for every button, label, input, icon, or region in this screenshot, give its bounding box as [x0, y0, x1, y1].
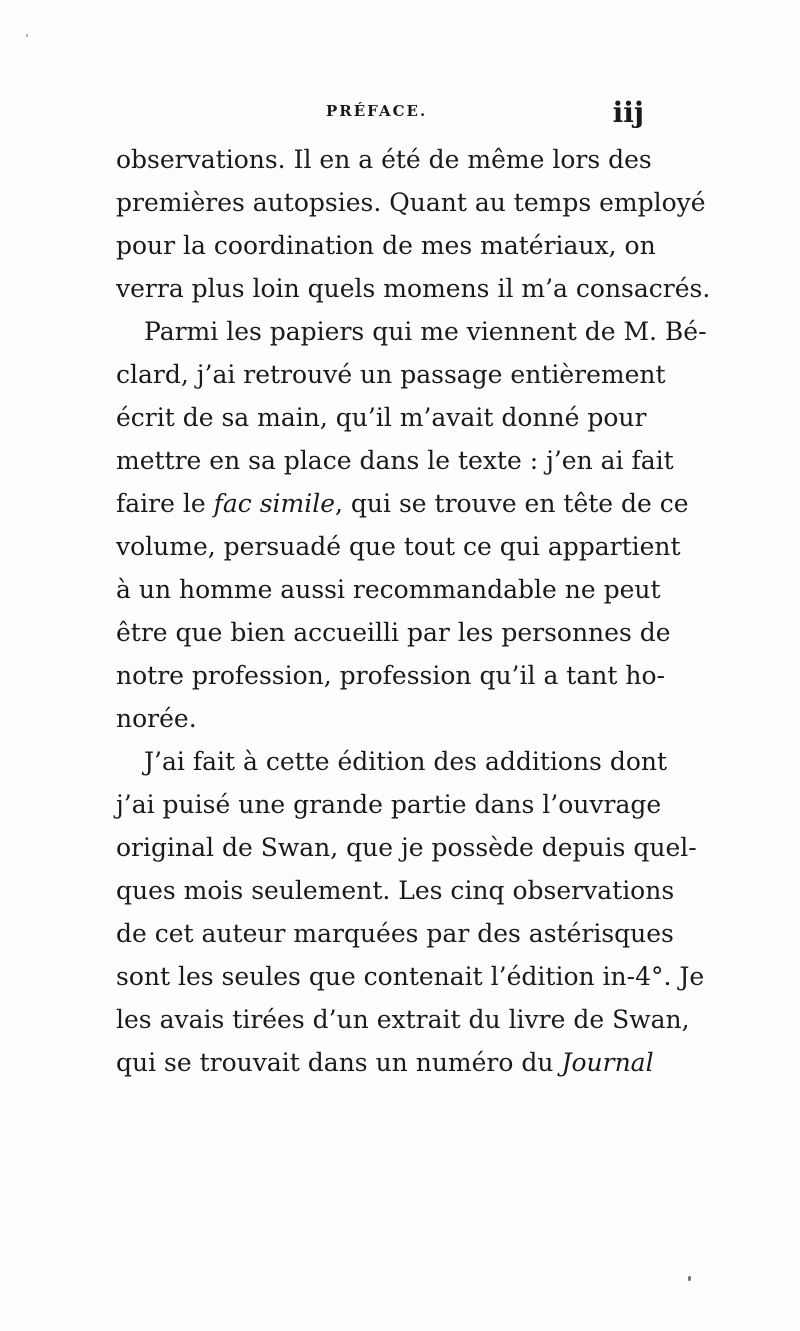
- text-line: J’ai fait à cette édition des additions dont: [144, 747, 668, 776]
- text-line-with-italic: [116, 1041, 654, 1084]
- body-text: [116, 138, 711, 1084]
- text-line: les avais tirées d’un extrait du livre de Swan,: [116, 1005, 690, 1034]
- text-line-with-italic: [116, 482, 689, 525]
- text-line: original de Swan, que je possède depuis quel-: [116, 833, 697, 862]
- text-line: mettre en sa place dans le texte : j’en ai fait: [116, 446, 674, 475]
- text-segment: , qui se trouve en tête de ce: [335, 489, 689, 518]
- text-line: pour la coordination de mes matériaux, on: [116, 231, 656, 260]
- text-line: être que bien accueilli par les personnes de: [116, 618, 671, 647]
- paper-speck: [26, 34, 28, 37]
- italic-text: Journal: [561, 1048, 654, 1077]
- paper-speck: [688, 1276, 691, 1281]
- text-line: norée.: [116, 704, 197, 733]
- text-line: premières autopsies. Quant au temps employé: [116, 188, 706, 217]
- text-line: notre profession, profession qu’il a tant ho-: [116, 661, 665, 690]
- running-title: PRÉFACE.: [326, 102, 428, 120]
- italic-text: fac simile: [213, 489, 336, 518]
- text-line: observations. Il en a été de même lors des: [116, 145, 652, 174]
- text-line: volume, persuadé que tout ce qui appartient: [116, 532, 681, 561]
- text-segment: faire le: [116, 489, 214, 518]
- text-line: ques mois seulement. Les cinq observations: [116, 876, 675, 905]
- text-line: à un homme aussi recommandable ne peut: [116, 575, 661, 604]
- text-line: verra plus loin quels momens il m’a consacrés.: [116, 274, 711, 303]
- text-line: sont les seules que contenait l’édition in-4°. Je: [116, 962, 705, 991]
- text-line: j’ai puisé une grande partie dans l’ouvrage: [116, 790, 662, 819]
- text-line: clard, j’ai retrouvé un passage entièrement: [116, 360, 666, 389]
- text-line: Parmi les papiers qui me viennent de M. Bé-: [144, 317, 707, 346]
- text-segment: qui se trouvait dans un numéro du: [116, 1048, 562, 1077]
- text-line: de cet auteur marquées par des astérisques: [116, 919, 674, 948]
- page-number: iij: [612, 96, 644, 129]
- text-line: écrit de sa main, qu’il m’avait donné pour: [116, 403, 647, 432]
- page-header: [116, 96, 646, 136]
